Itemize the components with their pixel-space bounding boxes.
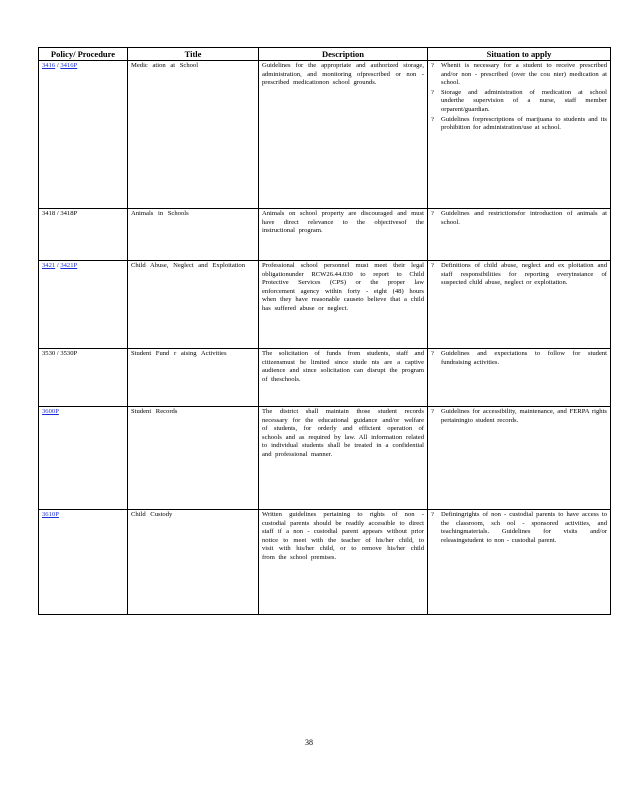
situation-list: [431, 350, 607, 367]
situation-item: [431, 116, 607, 133]
policy-table: [38, 47, 611, 615]
policy-cell: [39, 209, 128, 261]
situation-text: Definingrights of non - custodial parents to have access to the classroom, sch ool - sponsored activities, and teachingmaterials. Guidelines for visits and/or releasingstudent to non - custodial parent.: [441, 511, 607, 544]
situation-cell: [428, 61, 611, 209]
header-description: Description: [259, 48, 428, 61]
situation-text: Definitions of child abuse, neglect and ex ploitation and staff responsibilities for reporting everyinstance of suspected child abuse, neglect or exploitation.: [441, 262, 607, 287]
situation-text: Guidelines and expectations to follow for student fundraising activities.: [441, 350, 607, 366]
policy-link[interactable]: 3421: [42, 262, 56, 269]
situation-cell: [428, 510, 611, 615]
description-cell: [259, 261, 428, 349]
situation-item: [431, 262, 607, 288]
policy-cell: [39, 261, 128, 349]
bullet-icon: ?: [431, 62, 434, 69]
bullet-icon: ?: [431, 88, 434, 96]
description-cell: [259, 209, 428, 261]
table-row: [39, 510, 611, 615]
bullet-icon: ?: [431, 115, 434, 123]
title-cell: [128, 209, 259, 261]
policy-link[interactable]: 3416: [42, 62, 56, 69]
situation-text: Storage and administration of medication at school underthe supervision of a nurse, staff member orparent/guardian.: [441, 88, 607, 113]
description-cell: [259, 510, 428, 615]
situation-list: [431, 262, 607, 288]
situation-item: [431, 511, 607, 545]
situation-cell: [428, 349, 611, 407]
procedure-link[interactable]: 3416P: [60, 62, 78, 69]
table-row: [39, 61, 611, 209]
policy-title: Child Custody: [131, 511, 173, 518]
policy-description: Animals on school property are discouraged and must have direct relevance to the objectivesof the instructional program.: [262, 210, 424, 235]
header-situation: Situation to apply: [428, 48, 611, 61]
situation-item: [431, 89, 607, 115]
situation-item: [431, 210, 607, 227]
situation-text: Guidelines for accessibility, maintenance, and FERPA rights pertainingto student records.: [441, 408, 607, 424]
policy-description: Professional school personnel must meet their legal obligationunder RCW26.44.030 to report to Child Protective Services (CPS) or the proper law enforcement agency within forty - eight (48) hours when they have reasonable causeto believe that a child has suffered abuse or neglect.: [262, 262, 424, 312]
bullet-icon: ?: [431, 408, 434, 415]
situation-list: [431, 210, 607, 227]
header-title: Title: [128, 48, 259, 61]
situation-cell: [428, 209, 611, 261]
situation-list: [431, 408, 607, 425]
policy-number: 3530 / 3530P: [42, 350, 78, 357]
situation-item: [431, 350, 607, 367]
bullet-icon: ?: [431, 350, 434, 357]
title-cell: [128, 349, 259, 407]
table-row: [39, 407, 611, 510]
policy-cell: [39, 510, 128, 615]
policy-title: Child Abuse, Neglect and Exploitation: [131, 262, 246, 269]
procedure-link[interactable]: 3421P: [60, 262, 78, 269]
situation-text: Guidelines and restrictionsfor introduction of animals at school.: [441, 210, 607, 226]
policy-cell: [39, 407, 128, 510]
situation-cell: [428, 407, 611, 510]
title-cell: [128, 407, 259, 510]
policy-separator: /: [55, 62, 61, 69]
policy-link[interactable]: 3600P: [42, 408, 59, 415]
situation-list: [431, 511, 607, 545]
policy-title: Animals in Schools: [131, 210, 189, 217]
situation-cell: [428, 261, 611, 349]
bullet-icon: ?: [431, 210, 434, 217]
policy-cell: [39, 349, 128, 407]
policy-title: Medic ation at School: [131, 62, 199, 69]
description-cell: [259, 407, 428, 510]
page-number: 38: [305, 738, 313, 747]
situation-item: [431, 408, 607, 425]
description-cell: [259, 349, 428, 407]
policy-link[interactable]: 3610P: [42, 511, 59, 518]
table-row: [39, 261, 611, 349]
table-row: [39, 209, 611, 261]
description-cell: [259, 61, 428, 209]
policy-description: The district shall maintain those student records necessary for the educational guidance and/or welfare of students, for orderly and efficient operation of schools and as required by law. All information related to individual students shall be treated in a confidential and professional manner.: [262, 408, 424, 458]
bullet-icon: ?: [431, 262, 434, 269]
situation-text: Whenit is necessary for a student to receive prescribed and/or non - prescribed (over the cou nter) medication at school.: [441, 62, 607, 87]
policy-cell: [39, 61, 128, 209]
policy-separator: /: [55, 262, 61, 269]
bullet-icon: ?: [431, 511, 434, 518]
table-row: [39, 349, 611, 407]
situation-text: Guidelines forprescriptions of marijuana to students and its prohibition for administration/use at school.: [441, 115, 607, 132]
situation-list: [431, 62, 607, 133]
title-cell: [128, 261, 259, 349]
table-body: [39, 61, 611, 615]
policy-description: Written guidelines pertaining to rights of non - custodial parents should be readily accessible to direct staff if a non - custodial parent appears without prior notice to meet with the teacher of his/her child, to visit with his/her child, or to remove his/her child from the school premises.: [262, 511, 424, 561]
title-cell: [128, 510, 259, 615]
table-header-row: [39, 48, 611, 61]
title-cell: [128, 61, 259, 209]
policy-title: Student Records: [131, 408, 178, 415]
policy-number: 3418 / 3418P: [42, 210, 78, 217]
policy-title: Student Fund r aising Activities: [131, 350, 227, 357]
header-policy-procedure: Policy/ Procedure: [39, 48, 128, 61]
policy-description: Guidelines for the appropriate and authorized storage, administration, and monitoring ofprescribed or non - prescribed medicationon school grounds.: [262, 62, 424, 87]
policy-description: The solicitation of funds from students, staff and citizensmust be limited since stude nts are a captive audience and since solicitation can disrupt the program of theschools.: [262, 350, 424, 383]
situation-item: [431, 62, 607, 88]
